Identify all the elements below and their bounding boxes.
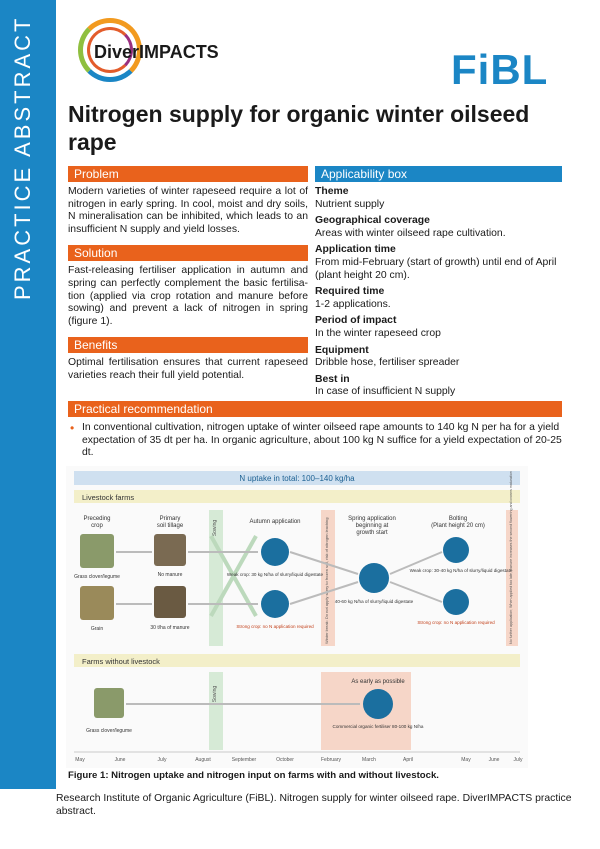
benefits-heading: Benefits <box>68 337 308 353</box>
sowing-label: Sowing <box>212 519 218 537</box>
applicability-value: Nutrient supply <box>315 198 385 210</box>
sowing-label-2: Sowing <box>212 685 218 703</box>
col-tillage: Primary soil tillage <box>156 516 184 529</box>
applicability-value: In the winter rapeseed crop <box>315 327 441 339</box>
sidebar-label: PRACTICE ABSTRACT <box>10 15 35 300</box>
month-tick: March <box>362 757 376 763</box>
applicability-label: Geographical coverage <box>315 215 430 227</box>
commercial-fertiliser: Commercial organic fertiliser 80-100 kg N/ha <box>332 724 424 729</box>
month-tick: April <box>402 757 414 763</box>
fibl-logo: FiBL <box>451 46 549 93</box>
month-tick: July <box>513 757 523 763</box>
no-livestock-label: Farms without livestock <box>82 657 160 666</box>
right-note: No further application; When applied too late, manure increases the second flowering and crowns maturation <box>509 471 513 644</box>
sidebar-band <box>0 0 56 789</box>
bolt-strong: Strong crop: no N application required <box>417 620 495 625</box>
month-tick: August <box>195 757 211 763</box>
month-tick: July <box>157 757 167 763</box>
livestock-label: Livestock farms <box>82 493 135 502</box>
page-title: Nitrogen supply for organic winter oilseed rape <box>68 101 530 155</box>
month-tick: October <box>276 757 294 763</box>
applicability-label: Theme <box>315 186 349 197</box>
month-tick: February <box>320 757 342 763</box>
col-spring: Spring application beginning at growth start <box>348 516 396 536</box>
benefits-text: Optimal fertilisation ensures that current rapeseed varieties reach their full yield potential. <box>68 357 308 381</box>
month-tick: May <box>75 757 85 763</box>
footer-citation: Research Institute of Organic Agriculture (FiBL). Nitrogen supply for winter oilseed rape. DiverIMPACTS practice abstract. <box>56 793 572 817</box>
winter-break-note: Winter break: Do not apply slurry to frozen soil, risk of nitrogen leaching <box>324 517 329 644</box>
col-autumn: Autumn application <box>249 519 301 525</box>
practical-recommendation <box>68 401 562 460</box>
applicability-value: Areas with winter oilseed rape cultivation. <box>315 227 506 239</box>
figure-banner: N uptake in total: 100–140 kg/ha <box>239 474 355 483</box>
diverimpacts-logo-text: DiverIMPACTS <box>94 42 219 62</box>
applicability-label: Best in <box>315 373 350 385</box>
diverimpacts-logo <box>78 18 238 86</box>
figure-caption: Figure 1: Nitrogen uptake and nitrogen input on farms with and without livestock. <box>68 770 439 781</box>
problem-text: Modern varieties of winter rapeseed require a lot of nitrogen in early spring. In cool, moist and dry soils, N mineralisation can be inhibited, which leads to an insufficient N supply and yield losses. <box>68 186 308 235</box>
recommendation-bullet: • In conventional cultivation, nitrogen uptake of winter oilseed rape amounts to 140 kg N per ha for a yield expectation of 35 dt per ha. In organic agriculture, about 100 kg N suffice for a yield expectation of 20-25 dt. <box>68 422 562 460</box>
recommendation-heading: Practical recommendation <box>68 401 562 417</box>
left-column <box>68 166 308 392</box>
tillage-no-manure: No manure <box>157 572 183 578</box>
applicability-heading: Applicability box <box>315 166 562 182</box>
figure-nitrogen-diagram <box>66 466 528 768</box>
nolive-crop: Grass clover/legume <box>86 728 132 734</box>
problem-heading: Problem <box>68 166 308 182</box>
month-tick: September <box>231 757 257 763</box>
applicability-value: Dribble hose, fertiliser spreader <box>315 357 460 369</box>
month-tick: June <box>114 757 126 763</box>
applicability-value: 1-2 applications. <box>315 298 391 310</box>
col-preceding: Preceding crop <box>83 516 111 529</box>
applicability-label: Equipment <box>315 344 369 356</box>
applicability-label: Application time <box>315 244 396 256</box>
crop-grain: Grain <box>90 626 104 632</box>
crop-grass-clover: Grass clover/legume <box>74 574 120 580</box>
month-tick: May <box>461 757 471 763</box>
solution-heading: Solution <box>68 245 308 261</box>
month-tick: June <box>488 757 500 763</box>
tillage-manure: 30 t/ha of manure <box>150 625 190 631</box>
applicability-value: In case of insufficient N supply <box>315 386 456 398</box>
spring-amount: 40-60 kg N/ha of slurry/liquid digestate <box>334 599 414 604</box>
applicability-box <box>315 166 562 400</box>
solution-text: Fast-releasing fertiliser application in autumn and spring can perfectly complement the basic fertilisa-tion (applied via crop rotation and manure before sowing) and prevent a lack of nitrogen in spring (figure 1). <box>68 265 308 327</box>
early-label: As early as possible <box>351 679 405 685</box>
applicability-label: Period of impact <box>315 315 397 327</box>
autumn-strong: Strong crop: no N application required <box>236 624 314 629</box>
col-bolting: Bolting (Plant height 20 cm) <box>431 516 485 529</box>
bolt-weak: Weak crop: 30-40 kg N/ha of slurry/liquid digestate <box>409 568 513 573</box>
applicability-label: Required time <box>315 286 385 298</box>
autumn-weak: Weak crop: 30 kg N/ha of slurry/liquid digestate <box>226 572 324 577</box>
applicability-value: From mid-February (start of growth) until end of April (plant height 20 cm). <box>315 256 557 281</box>
